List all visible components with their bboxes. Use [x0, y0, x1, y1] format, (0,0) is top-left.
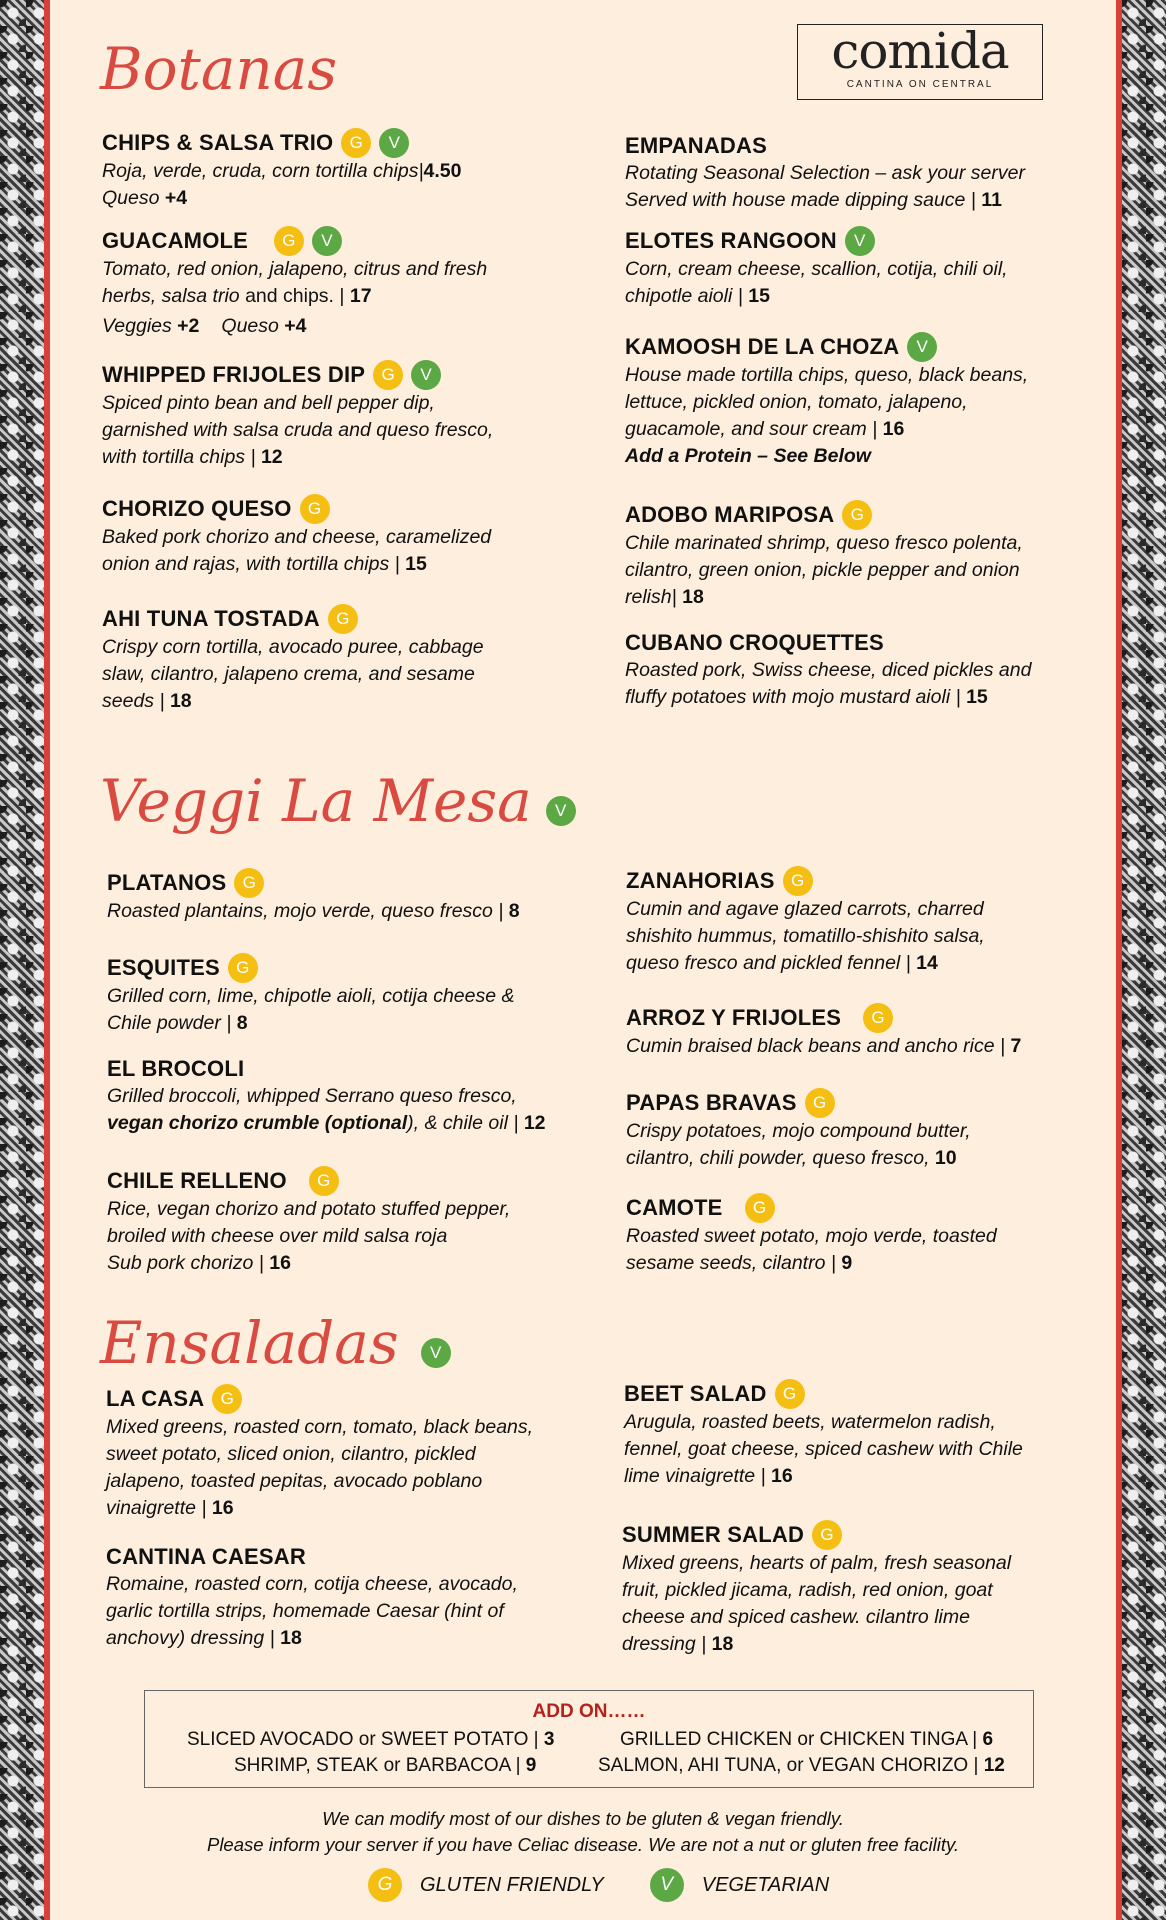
decorative-border-left: [0, 0, 46, 1920]
item-description: Grilled broccoli, whipped Serrano queso fresco,: [107, 1085, 517, 1107]
item-price: 4.50: [423, 160, 462, 182]
item-name: CAMOTE: [626, 1195, 723, 1220]
add-on-title: ADD ON……: [532, 1701, 646, 1722]
item-name: ADOBO MARIPOSA: [625, 502, 835, 527]
item-description: Grilled corn, lime, chipotle aioli, cotija cheese &: [107, 985, 515, 1007]
item-price: 16: [269, 1252, 291, 1274]
item-description: lime vinaigrette |: [624, 1465, 772, 1487]
item-description: dressing |: [622, 1633, 712, 1655]
extra-label: Veggies: [102, 315, 178, 337]
vegetarian-icon: V: [411, 360, 441, 390]
item-name: KAMOOSH DE LA CHOZA: [625, 334, 900, 359]
gluten-friendly-icon: G: [863, 1003, 893, 1033]
item-name: ESQUITES: [107, 955, 220, 980]
menu-page: [52, 0, 1114, 1920]
item-description: Mixed greens, hearts of palm, fresh seasonal: [622, 1552, 1012, 1574]
item-price: 7: [1010, 1035, 1022, 1057]
menu-item-ahi-tuna-tostada: [102, 604, 484, 715]
item-description: Rice, vegan chorizo and potato stuffed pepper,: [107, 1198, 511, 1220]
gluten-friendly-icon: G: [212, 1384, 242, 1414]
item-description: cilantro, chili powder, queso fresco,: [626, 1147, 935, 1169]
item-description: cilantro, green onion, pickle pepper and onion: [625, 559, 1020, 581]
item-price: 18: [169, 690, 192, 712]
item-description: onion and rajas, with tortilla chips |: [102, 553, 406, 575]
item-description: Sub pork chorizo |: [107, 1252, 270, 1274]
vegetarian-icon: V: [845, 226, 875, 256]
item-description: lettuce, pickled onion, tomato, jalapeno,: [625, 391, 968, 413]
menu-item-el-brocoli: [107, 1055, 546, 1137]
footer-note-modify: We can modify most of our dishes to be gluten & vegan friendly.: [322, 1808, 844, 1829]
add-on-box: [144, 1690, 1034, 1788]
item-description: Cumin and agave glazed carrots, charred: [626, 898, 984, 920]
extra-label: Queso: [102, 187, 165, 209]
item-description: Arugula, roasted beets, watermelon radish,: [624, 1411, 996, 1433]
add-on-label: SHRIMP, STEAK or BARBACOA |: [234, 1755, 526, 1776]
item-description: Romaine, roasted corn, cotija cheese, avocado,: [106, 1573, 518, 1595]
item-price: 16: [882, 418, 905, 440]
menu-item-frijoles-dip: [102, 360, 493, 471]
item-price: 12: [260, 446, 283, 468]
item-price: 15: [405, 553, 427, 575]
item-description: fruit, pickled jicama, radish, red onion, goat: [622, 1579, 993, 1601]
item-description: guacamole, and sour cream |: [625, 418, 883, 440]
gluten-friendly-icon: G: [309, 1166, 339, 1196]
menu-item-summer-salad: [622, 1520, 1011, 1658]
item-description: seeds |: [102, 690, 170, 712]
item-description: Baked pork chorizo and cheese, caramelized: [102, 526, 492, 548]
item-description: anchovy) dressing |: [106, 1627, 281, 1649]
item-description: queso fresco and pickled fennel |: [626, 952, 917, 974]
vegetarian-icon: V: [421, 1338, 451, 1368]
item-description: Roasted pork, Swiss cheese, diced pickles and: [625, 659, 1032, 681]
item-price: 18: [711, 1633, 734, 1655]
menu-item-chips-salsa: [102, 128, 462, 212]
legend-veg-label: VEGETARIAN: [701, 1873, 830, 1896]
add-on-avocado-sweet-potato: [187, 1727, 554, 1753]
item-name: CANTINA CAESAR: [106, 1544, 306, 1569]
item-description: Chile powder |: [107, 1012, 237, 1034]
gluten-friendly-icon: G: [234, 868, 264, 898]
menu-item-cubano-croquettes: [625, 629, 1031, 711]
item-name: CHIPS & SALSA TRIO: [102, 130, 334, 155]
red-rule-right: [1116, 0, 1122, 1920]
section-title-veggi: Veggi La Mesa: [100, 767, 532, 835]
item-description: chipotle aioli |: [625, 285, 749, 307]
item-price: 17: [349, 285, 372, 307]
extra-price: +4: [164, 187, 188, 209]
vegetarian-icon: V: [650, 1868, 684, 1902]
item-description: Cumin braised black beans and ancho rice |: [626, 1035, 1011, 1057]
item-description: jalapeno, toasted pepitas, avocado poblano: [106, 1470, 483, 1492]
item-description: ), & chile oil |: [407, 1112, 524, 1134]
item-price: 8: [508, 900, 520, 922]
logo-wordmark: comida: [831, 22, 1009, 80]
item-name: GUACAMOLE: [102, 228, 249, 253]
menu-item-arroz-frijoles: [626, 1003, 1021, 1060]
item-description: Spiced pinto bean and bell pepper dip,: [102, 392, 435, 414]
item-price: 15: [748, 285, 770, 307]
vegetarian-icon: V: [907, 332, 937, 362]
add-on-label: GRILLED CHICKEN or CHICKEN TINGA |: [620, 1729, 983, 1750]
item-price: 18: [280, 1627, 302, 1649]
item-description: Roja, verde, cruda, corn tortilla chips|: [102, 160, 424, 182]
item-description: Corn, cream cheese, scallion, cotija, chili oil,: [625, 258, 1008, 280]
footer-note-celiac: Please inform your server if you have Celiac disease. We are not a nut or gluten free facility.: [206, 1834, 959, 1855]
item-description: and chips. |: [239, 285, 350, 307]
restaurant-logo: [797, 24, 1043, 100]
item-description: fluffy potatoes with mojo mustard aioli |: [625, 686, 967, 708]
gluten-friendly-icon: G: [274, 226, 304, 256]
menu-item-adobo-mariposa: [625, 500, 1023, 611]
menu-item-guacamole: [102, 226, 487, 340]
section-heading-ensaladas: [100, 1309, 451, 1377]
section-heading-veggi: [100, 767, 576, 835]
menu-item-chorizo-queso: [102, 494, 491, 578]
add-on-price: 12: [983, 1755, 1005, 1776]
add-on-price: 3: [543, 1729, 555, 1750]
add-on-shrimp-steak: [234, 1753, 536, 1779]
item-name: BEET SALAD: [624, 1381, 767, 1406]
item-price: 8: [236, 1012, 248, 1034]
item-description: relish|: [625, 586, 683, 608]
gluten-friendly-icon: G: [228, 953, 258, 983]
menu-item-platanos: [107, 868, 520, 925]
item-name: CUBANO CROQUETTES: [625, 630, 884, 655]
legend: [368, 1868, 829, 1902]
item-note: Add a Protein – See Below: [625, 445, 871, 467]
section-title-ensaladas: Ensaladas: [100, 1309, 399, 1377]
item-description: garnished with salsa cruda and queso fresco,: [102, 419, 494, 441]
item-name: WHIPPED FRIJOLES DIP: [102, 362, 366, 387]
add-on-chicken: [620, 1727, 993, 1753]
item-description: shishito hummus, tomatillo-shishito salsa,: [626, 925, 985, 947]
gluten-friendly-icon: G: [341, 128, 371, 158]
menu-item-cantina-caesar: [106, 1543, 518, 1652]
item-name: CHORIZO QUESO: [102, 496, 292, 521]
menu-item-empanadas: [625, 132, 1025, 214]
item-description: fennel, goat cheese, spiced cashew with Chile: [624, 1438, 1023, 1460]
decorative-border-right: [1120, 0, 1166, 1920]
item-description: House made tortilla chips, queso, black beans,: [625, 364, 1029, 386]
menu-item-papas-bravas: [626, 1088, 971, 1172]
item-name: CHILE RELLENO: [107, 1168, 287, 1193]
item-description: Roasted sweet potato, mojo verde, toasted: [626, 1225, 997, 1247]
item-name: PLATANOS: [107, 870, 227, 895]
menu-item-zanahorias: [626, 866, 985, 977]
menu-item-beet-salad: [624, 1379, 1023, 1490]
gluten-friendly-icon: G: [842, 500, 872, 530]
menu-item-kamoosh: [625, 332, 1028, 470]
extra-label: Queso: [221, 315, 285, 337]
add-on-price: 6: [982, 1729, 994, 1750]
add-on-label: SLICED AVOCADO or SWEET POTATO |: [187, 1729, 544, 1750]
item-price: 18: [682, 586, 704, 608]
item-description: sesame seeds, cilantro |: [626, 1252, 842, 1274]
gluten-friendly-icon: G: [805, 1088, 835, 1118]
gluten-friendly-icon: G: [775, 1379, 805, 1409]
extra-price: +4: [284, 315, 307, 337]
menu-item-esquites: [107, 953, 515, 1037]
gluten-friendly-icon: G: [812, 1520, 842, 1550]
item-price: 11: [981, 189, 1002, 211]
item-description: Crispy corn tortilla, avocado puree, cabbage: [102, 636, 484, 658]
vegetarian-icon: V: [312, 226, 342, 256]
item-description: Rotating Seasonal Selection – ask your server: [625, 162, 1025, 184]
item-name: SUMMER SALAD: [622, 1522, 805, 1547]
item-description: with tortilla chips |: [102, 446, 261, 468]
legend-gluten-label: GLUTEN FRIENDLY: [420, 1873, 604, 1896]
vegetarian-icon: V: [379, 128, 409, 158]
item-name: LA CASA: [106, 1386, 205, 1411]
gluten-friendly-icon: G: [328, 604, 358, 634]
item-description: Served with house made dipping sauce |: [625, 189, 982, 211]
item-description: sweet potato, sliced onion, cilantro, pickled: [106, 1443, 476, 1465]
item-description: Tomato, red onion, jalapeno, citrus and fresh: [102, 258, 488, 280]
item-name: EMPANADAS: [625, 133, 767, 158]
item-name: ELOTES RANGOON: [625, 228, 837, 253]
add-on-label: SALMON, AHI TUNA, or VEGAN CHORIZO |: [598, 1755, 984, 1776]
item-description: cheese and spiced cashew. cilantro lime: [622, 1606, 970, 1628]
gluten-friendly-icon: G: [300, 494, 330, 524]
menu-item-chile-relleno: [107, 1166, 510, 1277]
item-description: Chile marinated shrimp, queso fresco polenta,: [625, 532, 1023, 554]
item-name: ARROZ Y FRIJOLES: [626, 1005, 842, 1030]
item-description: Roasted plantains, mojo verde, queso fresco |: [107, 900, 509, 922]
menu-item-la-casa: [106, 1384, 533, 1522]
item-price: 9: [841, 1252, 853, 1274]
red-rule-left: [44, 0, 50, 1920]
gluten-friendly-icon: G: [368, 1868, 402, 1902]
item-name: ZANAHORIAS: [626, 868, 775, 893]
item-description: herbs, salsa trio: [102, 285, 240, 307]
vegetarian-icon: V: [546, 796, 576, 826]
item-description: slaw, cilantro, jalapeno crema, and sesame: [102, 663, 475, 685]
item-description-bold: vegan chorizo crumble (optional: [107, 1112, 408, 1134]
item-price: 12: [523, 1112, 546, 1134]
gluten-friendly-icon: G: [373, 360, 403, 390]
extra-price: +2: [177, 315, 200, 337]
item-price: 14: [916, 952, 938, 974]
item-description: vinaigrette |: [106, 1497, 212, 1519]
item-name: EL BROCOLI: [107, 1056, 245, 1081]
add-on-salmon-tuna: [598, 1753, 1005, 1779]
gluten-friendly-icon: G: [745, 1193, 775, 1223]
item-description: Mixed greens, roasted corn, tomato, black beans,: [106, 1416, 534, 1438]
item-price: 16: [211, 1497, 234, 1519]
item-price: 16: [771, 1465, 793, 1487]
gluten-friendly-icon: G: [783, 866, 813, 896]
item-description: broiled with cheese over mild salsa roja: [107, 1225, 448, 1247]
menu-item-camote: [626, 1193, 997, 1277]
item-description: Crispy potatoes, mojo compound butter,: [626, 1120, 971, 1142]
logo-tagline: CANTINA ON CENTRAL: [846, 79, 994, 90]
item-price: 15: [966, 686, 988, 708]
item-description: garlic tortilla strips, homemade Caesar (hint of: [106, 1600, 504, 1622]
add-on-price: 9: [525, 1755, 537, 1776]
item-name: AHI TUNA TOSTADA: [102, 606, 320, 631]
item-name: PAPAS BRAVAS: [626, 1090, 797, 1115]
item-price: 10: [934, 1147, 957, 1169]
section-title-botanas: Botanas: [100, 35, 338, 103]
menu-item-elotes-rangoon: [625, 226, 1008, 310]
